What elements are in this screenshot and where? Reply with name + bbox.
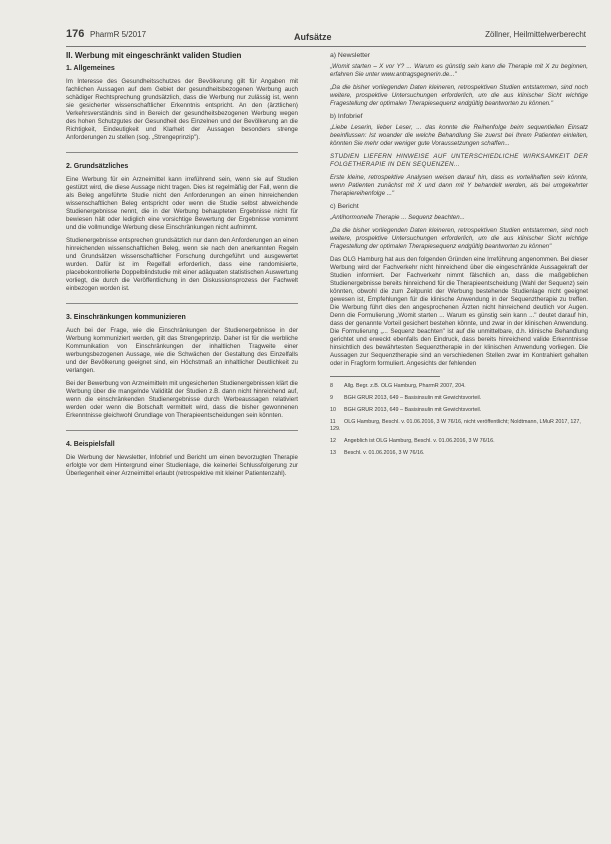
author-running-head: Zöllner, Heilmittelwerberecht <box>485 30 586 39</box>
paragraph: Studienergebnisse entsprechen grundsätzlich nur dann den Anforderungen an einen hinreichenden wissenschaftlichen Beleg, wenn sie nach den anerkannten Regeln und Grundsätzen wissenschaftlicher Forschung durchgeführt und ausgewertet wurden. Dafür ist im Regelfall erforderlich, dass eine randomisierte, placebokontrollierte Doppelblindstudie mit einer adäquaten statistischen Auswertung vorliegt, die durch die Veröffentlichung in den Diskussionsprozess der Fachwelt einbezogen worden ist. <box>66 237 298 292</box>
paragraph: Eine Werbung für ein Arzneimittel kann irreführend sein, wenn sie auf Studien gestützt wird, die diese Aussage nicht tragen. Dies ist regelmäßig der Fall, wenn die als Beleg angeführte Studie nicht den Anforderungen an einen hinreichenden wissenschaftlichen Beleg entspricht oder wenn die Studie selbst abweichende Studienergebnisse nennt, die in der Werbung behaupteten Ergebnisse nicht für bewiesen hält oder lediglich eine vorsichtige Bewertung der Ergebnisse vornimmt und die vollmundige Werbung diese Einschränkungen nicht aufnimmt. <box>66 176 298 231</box>
section-title: Aufsätze <box>294 32 332 42</box>
divider <box>66 430 298 431</box>
section-heading-3: 3. Einschränkungen kommunizieren <box>66 314 186 321</box>
quote: „Womit starten – X vor Y? ... Warum es günstig sein kann die Therapie mit X zu beginnen, erfahren Sie unter www.antragsgegnerin.de..." <box>330 63 588 78</box>
chapter-heading: II. Werbung mit eingeschränkt validen Studien <box>66 51 242 60</box>
paragraph: Die Werbung der Newsletter, Infobrief und Bericht um einen bevorzugten Therapie erfolgte vor dem Hintergrund einer Studienlage, die keinerlei Schlussfolgerung zur Überlegenheit einer Arzneimittel erlaubt (retrospektive mit kleiner Patientenzahl). <box>66 454 298 477</box>
footnote-rule <box>330 376 440 377</box>
left-column <box>66 52 298 483</box>
right-column <box>330 52 588 462</box>
footnotes <box>330 383 588 457</box>
footnote: 9 BGH GRUR 2013, 649 – Basisinsulin mit Gewichtsvorteil. <box>330 395 482 401</box>
journal-name: PharmR 5/2017 <box>90 30 147 39</box>
section-heading-4: 4. Beispielsfall <box>66 441 115 448</box>
footnote: 12 Angeblich ist OLG Hamburg, Beschl. v. 01.06.2016, 3 W 76/16. <box>330 438 495 444</box>
quote-caps: STUDIEN LIEFERN HINWEISE AUF UNTERSCHIEDLICHE WIRKSAMKEIT DER FOLGETHERAPIE IN DEN SEQUENZEN... <box>330 153 588 168</box>
quote: „Da die bisher vorliegenden Daten kleineren, retrospektiven Studien entstammen, sind noch weitere, prospektive Untersuchungen erforderlich, um die aus klinischer Sicht wichtige Fragestellung der optimalen Therapiesequenz endgültig beantworten zu können." <box>330 84 588 107</box>
paragraph: Bei der Bewerbung von Arzneimitteln mit ungesicherten Studienergebnissen klärt die Werbung über die mangelnde Validität der Studien z.B. dann nicht hinreichend auf, wenn die einschränkenden Studienergebnisse durch Werbeaussagen relativiert werden oder wenn die Botschaft vermittelt wird, dass die bisher gewonnenen Erkenntnisse gleichwohl Grundlage von Therapieentscheidungen sein könnten. <box>66 380 298 419</box>
quote: Erste kleine, retrospektive Analysen weisen darauf hin, dass es vorteilhaften sein könnte, wenn Patienten zunächst mit X und dann mit Y behandelt werden, als bei umgekehrter Therapiereihenfolge ..." <box>330 174 588 197</box>
footnote: 13 Beschl. v. 01.06.2016, 3 W 76/16. <box>330 450 425 456</box>
header-rule <box>66 46 586 47</box>
divider <box>66 152 298 153</box>
paragraph: Das OLG Hamburg hat aus den folgenden Gründen eine Irreführung angenommen. Bei dieser Werbung wird der Fachverkehr nicht hinreichend über die eingeschränkte Aussagekraft der Studien informiert. Der Fachverkehr nimmt fälschlich an, dass die maßgeblichen Studienergebnisse bereits hinreichend für die Therapieentscheidung (Wahl der Sequenz) sein könnten, obwohl die zum Zeitpunkt der Werbung bestehende Studienlage nicht geeignet gewesen ist, Empfehlungen für die klinische Anwendung in der Sequenztherapie zu treffen. Die Werbung führt dies den angesprochenen Ärzten nicht hinreichend deutlich vor Augen. Denn die Formulierung „Womit starten ... Warum es günstig sein kann ..." deutet darauf hin, dass der genannte Vorteil gesichert bestehen könnte, und zwar in der klinischen Anwendung. Die Formulierung „... Sequenz beachten" ist auf die unmittelbare, d.h. klinische Behandlung gerichtet und erweckt ebenfalls den Eindruck, dass bereits hinreichend valide Erkenntnisse hinsichtlich des bewährtesten Sequenztherapie in der klinischen Anwendung vorliegen. Die Aussagen zur Sequenztherapie sind an verschiedenen Stellen zwar im Kontrahiert gehalten oder in Fragform formuliert. Angesichts der fehlenden <box>330 256 588 367</box>
quote: „Liebe Leserin, lieber Leser, ... das konnte die Reihenfolge beim sequentiellen Einsatz beeinflussen: Ist woander die welche Behandlung Sie zuerst bei Ihrem Patienten einleiten, könnten Sie mehr oder weniger gute Voraussetzungen schaffen... <box>330 124 588 147</box>
page-header <box>66 28 586 44</box>
subheading-newsletter: a) Newsletter <box>330 52 371 59</box>
paragraph: Im Interesse des Gesundheitsschutzes der Bevölkerung gilt für Angaben mit fachlichen Aussagen auf dem Gebiet der gesundheitsbezogenen Werbung auch schädiger Rechtsprechung grundsätzlich, dass die Werbung nur zulässig ist, wenn sie gesicherter wissenschaftlicher Erkenntnis entspricht. An den (ärztlichen) Verkehrsverständnis sind in Bereich der gesundheitsbezogenen Werbung wegen des hohen Schutzgutes der Gesundheit des Einzelnen und der Bevölkerung an die Richtigkeit, Eindeutigkeit und Klarheit der Aussagen besonders strenge Anforderungen zu stellen (sog. „Strengeprinzip"). <box>66 78 298 141</box>
footnote: 10 BGH GRUR 2013, 649 – Basisinsulin mit Gewichtsvorteil. <box>330 407 482 413</box>
quote: „Antihormonelle Therapie ... Sequenz beachten... <box>330 214 465 221</box>
divider <box>66 303 298 304</box>
footnote: 8 Allg. Begr. z.B. OLG Hamburg, PharmR 2007, 204. <box>330 383 466 389</box>
paragraph: Auch bei der Frage, wie die Einschränkungen der Studienergebnisse in der Werbung kommuniziert werden, gilt das Strengeprinzip. Daher ist für die werbliche Kommunikation von Einschränkungen der inhaltlichen Tragweite einer werbungsbezogenen Aussage, wie die Schwächen der Gestaltung des Einzelfalls und der Bevölkerung geeignet sind, ein Höchstmaß an inhaltlicher Deutlichkeit zu verlangen. <box>66 327 298 374</box>
page-number: 176 <box>66 28 85 40</box>
section-heading-1: 1. Allgemeines <box>66 65 115 72</box>
section-heading-2: 2. Grundsätzliches <box>66 163 129 170</box>
footnote: 11 OLG Hamburg, Beschl. v. 01.06.2016, 3 W 76/16, nicht veröffentlicht; Noldtmann, LMuR 2017, 127, 129. <box>330 419 581 432</box>
quote: „Da die bisher vorliegenden Daten kleineren, retrospektiven Studien entstammen, sind noch weitere, prospektive Untersuchungen erforderlich, um die aus klinischer Sicht wichtige Fragestellung der optimalen Therapiesequenz endgültig beantworten zu können" <box>330 227 588 250</box>
subheading-bericht: c) Bericht <box>330 203 359 210</box>
subheading-infobrief: b) Infobrief <box>330 113 363 120</box>
